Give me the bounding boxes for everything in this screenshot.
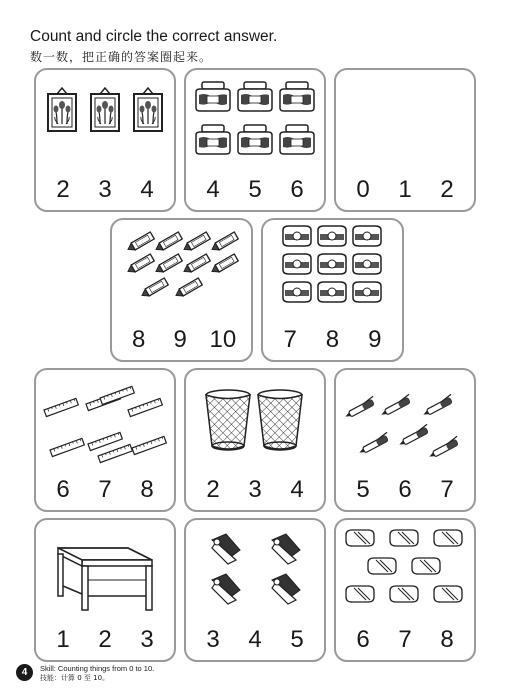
exercise-card-pictures	[34, 68, 176, 212]
answer-option[interactable]: 9	[368, 326, 382, 353]
answer-option[interactable]: 3	[140, 626, 154, 653]
answer-option[interactable]: 2	[440, 176, 454, 203]
answer-option[interactable]: 7	[283, 326, 297, 353]
exercise-card-crayons	[110, 218, 253, 362]
instruction-english: Count and circle the correct answer.	[30, 28, 278, 45]
exercise-card-staplers	[184, 518, 326, 662]
instruction-chinese: 数一数，把正确的答案圈起来。	[30, 50, 213, 64]
answer-option[interactable]: 7	[440, 476, 454, 503]
answer-option[interactable]: 7	[98, 476, 112, 503]
answer-options	[36, 178, 174, 202]
rulers-illustration	[36, 370, 174, 470]
pens-illustration	[336, 370, 474, 470]
answer-options	[186, 478, 324, 502]
answer-options	[36, 628, 174, 652]
answer-option[interactable]: 5	[356, 476, 370, 503]
answer-option[interactable]: 6	[290, 176, 304, 203]
page-number-badge: 4	[16, 664, 33, 681]
answer-options	[263, 328, 402, 352]
answer-option[interactable]: 8	[132, 326, 146, 353]
answer-options	[336, 628, 474, 652]
answer-option[interactable]: 9	[173, 326, 187, 353]
exercise-card-pens	[334, 368, 476, 512]
exercise-card-baskets	[184, 368, 326, 512]
answer-option[interactable]: 2	[56, 176, 70, 203]
answer-option[interactable]: 4	[206, 176, 220, 203]
exercise-card-rulers	[34, 368, 176, 512]
answer-option[interactable]: 6	[356, 626, 370, 653]
answer-options	[336, 478, 474, 502]
staplers-illustration	[186, 520, 324, 620]
answer-options	[186, 628, 324, 652]
exercise-card-ink-bottles	[184, 68, 326, 212]
answer-option[interactable]: 6	[398, 476, 412, 503]
wastebaskets-illustration	[186, 370, 324, 470]
answer-option[interactable]: 8	[440, 626, 454, 653]
answer-option[interactable]: 7	[398, 626, 412, 653]
answer-options	[112, 328, 251, 352]
answer-option[interactable]: 4	[140, 176, 154, 203]
erasers-illustration	[336, 520, 474, 620]
exercise-card-erasers	[334, 518, 476, 662]
answer-option[interactable]: 6	[56, 476, 70, 503]
answer-option[interactable]: 3	[98, 176, 112, 203]
answer-options	[336, 178, 474, 202]
framed-pictures-illustration	[36, 70, 174, 170]
exercise-card-sharpeners	[261, 218, 404, 362]
answer-option[interactable]: 4	[248, 626, 262, 653]
exercise-card-empty	[334, 68, 476, 212]
answer-option[interactable]: 3	[248, 476, 262, 503]
answer-options	[36, 478, 174, 502]
answer-option[interactable]: 5	[290, 626, 304, 653]
answer-option[interactable]: 4	[290, 476, 304, 503]
skill-english: Skill: Counting things from 0 to 10.	[40, 664, 155, 673]
answer-option[interactable]: 2	[206, 476, 220, 503]
sharpeners-illustration	[263, 220, 402, 320]
answer-options	[186, 178, 324, 202]
ink-bottles-illustration	[186, 70, 324, 170]
skill-chinese: 技能：计算 0 至 10。	[40, 674, 110, 682]
answer-option[interactable]: 1	[56, 626, 70, 653]
answer-option[interactable]: 1	[398, 176, 412, 203]
table-illustration	[36, 520, 174, 620]
exercise-card-table	[34, 518, 176, 662]
answer-option[interactable]: 3	[206, 626, 220, 653]
crayons-illustration	[112, 220, 251, 320]
answer-option[interactable]: 0	[356, 176, 370, 203]
answer-option[interactable]: 5	[248, 176, 262, 203]
answer-option[interactable]: 8	[140, 476, 154, 503]
answer-option[interactable]: 10	[209, 326, 237, 353]
answer-option[interactable]: 8	[325, 326, 340, 353]
answer-option[interactable]: 2	[98, 626, 112, 653]
